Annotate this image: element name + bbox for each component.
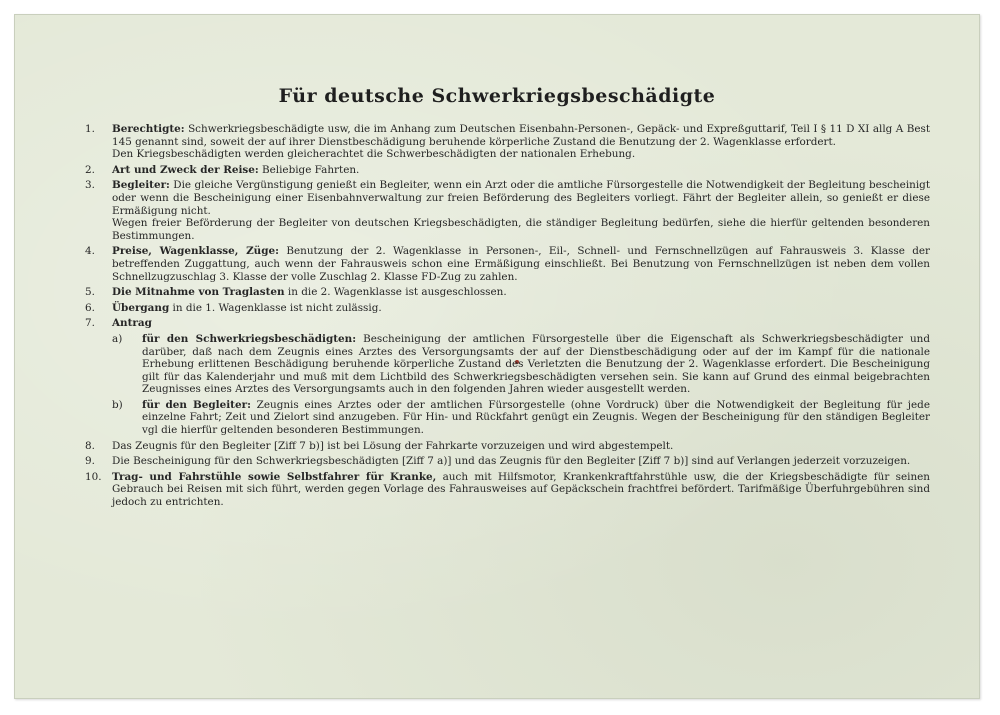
item-heading: Preise, Wagenklasse, Züge: <box>112 245 279 258</box>
sub-item-text <box>142 333 930 396</box>
sub-item-body: Bescheinigung der amtlichen Fürsorgestelle über die Eigenschaft als Schwerkriegsbeschädigter und darüber, daß nach dem Zeugnis eines Arztes des Versorgungsamts der auf der Dienstbeschädigung oder auf der im Kampf für die nationale Erhebung erlittenen Beschädigung beruhende körperliche Zustand des Verletzten die Benutzung der 2. Wagenklasse erfordert. Die Bescheinigung gilt für das Kalenderjahr und muß mit dem Lichtbild des Schwerkriegsbeschädigten versehen sein. Sie kann auf Grund des einmal beigebrachten Zeugnisses eines Arztes des Versorgungsamts auch in den folgenden Jahren wieder ausgestellt werden. <box>142 332 930 396</box>
item-number: 7. <box>85 317 95 330</box>
item-extra: Den Kriegsbeschädigten werden gleicherachtet die Schwerbeschädigten der nationalen Erhebung. <box>112 148 636 161</box>
item-text <box>112 164 930 177</box>
item-number: 1. <box>85 123 95 135</box>
item-heading: Berechtigte: <box>112 123 185 135</box>
item-extra: Wegen freier Beförderung der Begleiter von deutschen Kriegsbeschädigten, die ständiger Begleitung bedürfen, siehe die hierfür geltenden besonderen Bestimmungen. <box>112 217 930 242</box>
item-text <box>112 317 930 330</box>
item-number: 4. <box>85 245 95 258</box>
item-heading: Antrag <box>112 317 152 330</box>
item-number: 10. <box>85 470 102 483</box>
rules-list <box>85 123 930 509</box>
list-item <box>85 471 930 509</box>
list-item <box>85 286 930 299</box>
list-item <box>85 455 930 468</box>
item-text <box>112 440 930 453</box>
sub-item-letter: a) <box>112 332 123 345</box>
item-heading: Begleiter: <box>112 179 170 192</box>
list-item <box>85 179 930 242</box>
item-body: Benutzung der 2. Wagenklasse in Personen-, Eil-, Schnell- und Fernschnellzügen auf Fahrausweis 3. Klasse der betreffenden Zuggattung, auch wenn der Fahrausweis schon eine Ermäßigung einschließt. Bei Benutzung von Fernschnellzügen ist neben dem vollen Schnellzugzuschlag 3. Klasse der volle Zuschlag 2. Klasse FD-Zug zu zahlen. <box>112 245 931 283</box>
item-heading: Trag- und Fahrstühle sowie Selbstfahrer für Kranke, <box>112 470 437 483</box>
item-number: 5. <box>85 286 95 299</box>
item-number: 8. <box>85 439 95 452</box>
item-number: 6. <box>85 301 95 314</box>
item-text <box>112 123 930 161</box>
item-number: 9. <box>85 455 95 468</box>
item-body: Schwerkriegsbeschädigte usw, die im Anhang zum Deutschen Eisenbahn-Personen-, Gepäck- und Expreßguttarif, Teil I § 11 D XI allg A Best 145 genannt sind, soweit der auf ihrer Dienstbeschädigung beruhende körperliche Zustand die Benutzung der 2. Wagenklasse erfordert. <box>112 123 930 148</box>
list-item <box>85 317 930 330</box>
sub-item-letter: b) <box>112 398 123 411</box>
item-body: auch mit Hilfsmotor, Krankenkraftfahrstühle usw, die der Kriegsbeschädigte für seinen Gebrauch bei Reisen mit sich führt, werden gegen Vorlage des Fahrausweises auf Gepäckschein frachtfrei befördert. Tarifmäßige Überfuhrgebühren sind jedoch zu entrichten. <box>112 470 930 509</box>
sub-item-text <box>142 399 930 437</box>
item-body: in die 2. Wagenklasse ist ausgeschlossen. <box>287 286 507 299</box>
item-text <box>112 179 930 242</box>
item-text <box>112 455 930 468</box>
item-text <box>112 471 930 509</box>
item-heading: Übergang <box>112 301 170 314</box>
item-text <box>112 245 930 283</box>
item-number: 3. <box>85 179 95 192</box>
sub-item-body: Zeugnis eines Arztes oder der amtlichen Fürsorgestelle (ohne Vordruck) über die Notwendigkeit der Begleitung für jede einzelne Fahrt; Zeit und Zielort sind anzugeben. Für Hin- und Rückfahrt genügt ein Zeugnis. Wegen der Bescheinigung für den ständigen Begleiter vgl die hierfür geltenden besonderen Bestimmungen. <box>142 398 930 437</box>
item-body: Das Zeugnis für den Begleiter [Ziff 7 b)] ist bei Lösung der Fahrkarte vorzuzeigen und wird abgestempelt. <box>112 439 674 452</box>
list-item <box>85 440 930 453</box>
item-heading: Art und Zweck der Reise: <box>112 163 259 176</box>
sub-item-heading: für den Begleiter: <box>142 398 251 411</box>
list-item <box>85 302 930 315</box>
item-body: in die 1. Wagenklasse ist nicht zulässig. <box>172 301 382 314</box>
item-text <box>112 302 930 315</box>
item-number: 2. <box>85 163 95 176</box>
list-item <box>85 123 930 161</box>
sub-item <box>112 399 930 437</box>
item-body: Die Bescheinigung für den Schwerkriegsbeschädigten [Ziff 7 a)] und das Zeugnis für den Begleiter [Ziff 7 b)] sind auf Verlangen jederzeit vorzuzeigen. <box>112 455 911 468</box>
item-heading: Die Mitnahme von Traglasten <box>112 286 285 299</box>
item-body: Die gleiche Vergünstigung genießt ein Begleiter, wenn ein Arzt oder die amtliche Fürsorgestelle die Notwendigkeit der Begleitung bescheinigt oder wenn die Bescheinigung einer Eisenbahnverwaltung zur freien Beförderung des Begleiters vorliegt. Fährt der Begleiter allein, so genießt er diese Ermäßigung nicht. <box>112 179 930 217</box>
document-title: Für deutsche Schwerkriegsbeschädigte <box>278 85 716 107</box>
list-item <box>85 245 930 283</box>
item-body: Beliebige Fahrten. <box>262 163 360 176</box>
list-item <box>85 164 930 177</box>
sub-item <box>112 333 930 396</box>
document-card <box>14 14 980 699</box>
sub-item-heading: für den Schwerkriegsbeschädigten: <box>142 332 357 345</box>
item-text <box>112 286 930 299</box>
